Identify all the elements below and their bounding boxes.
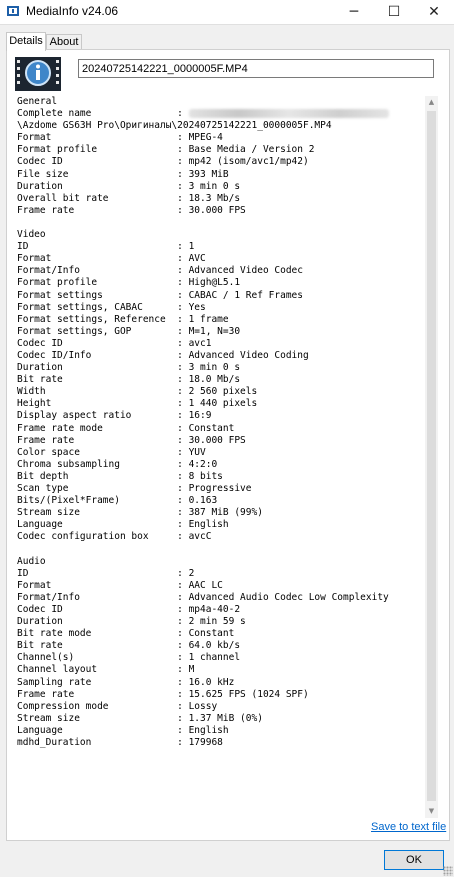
save-to-text-file-link[interactable]: Save to text file [371,821,447,833]
report-row: Format settings, Reference : 1 frame [17,313,229,325]
window-title: MediaInfo v24.06 [26,4,119,18]
report-section-title: Video [17,229,46,241]
report-row: Codec ID/Info : Advanced Video Coding [17,349,309,361]
report-row: Format/Info : Advanced Video Codec [17,265,303,277]
report-row: ID : 2 [17,567,195,579]
details-panel [6,49,450,841]
minimize-button[interactable]: ─ [349,4,359,20]
scroll-thumb[interactable] [427,111,436,801]
report-row: Frame rate : 30.000 FPS [17,204,246,216]
report-row: Format/Info : Advanced Audio Codec Low Complexity [17,591,389,603]
report-row: Bit rate : 18.0 Mb/s [17,374,241,386]
report-row: Format settings, CABAC : Yes [17,301,206,313]
report-row: Format settings, GOP : M=1, N=30 [17,325,241,337]
scroll-up-icon[interactable]: ▲ [428,98,435,106]
report-row: Format profile : Base Media / Version 2 [17,144,315,156]
report-row: Bit rate : 64.0 kb/s [17,640,241,652]
report-row: Frame rate : 30.000 FPS [17,434,246,446]
report-row: Bit depth : 8 bits [17,470,223,482]
report-row: Format settings : CABAC / 1 Ref Frames [17,289,303,301]
info-film-icon [15,57,61,91]
report-row: Stream size : 1.37 MiB (0%) [17,712,263,724]
report-row: Duration : 3 min 0 s [17,362,241,374]
report-row: mdhd_Duration : 179968 [17,736,223,748]
report-section-title: Audio [17,555,46,567]
report-row: Overall bit rate : 18.3 Mb/s [17,192,241,204]
resize-grip-icon[interactable] [443,866,453,876]
report-row: File size : 393 MiB [17,168,229,180]
report-row: Codec ID : avc1 [17,337,212,349]
close-button[interactable]: ✕ [428,4,440,20]
report-row: Language : English [17,724,229,736]
report-row: Stream size : 387 MiB (99%) [17,507,263,519]
report-section-title: General [17,96,58,107]
ok-button[interactable]: OK [384,850,444,870]
report-row: Frame rate : 15.625 FPS (1024 SPF) [17,688,309,700]
report-row: Bit rate mode : Constant [17,628,235,640]
vertical-scrollbar[interactable] [425,96,438,818]
report-row: Duration : 3 min 0 s [17,180,241,192]
report-row: ID : 1 [17,241,195,253]
report-row: Format : MPEG-4 [17,132,223,144]
report-row: Color space : YUV [17,446,206,458]
report-row: Sampling rate : 16.0 kHz [17,676,235,688]
report-row: Codec configuration box : avcC [17,531,212,543]
report-row: \Azdome GS63H Pro\Оригиналы\20240725142221_0000005F.MP4 [17,120,332,132]
redacted-path [189,109,389,118]
report-row: Duration : 2 min 59 s [17,616,246,628]
tab-about[interactable]: About [46,34,82,50]
report-row: Channel layout : M [17,664,195,676]
report-row: Complete name : [17,108,389,119]
file-path-field[interactable]: 20240725142221_0000005F.MP4 [78,59,434,78]
report-row: Bits/(Pixel*Frame) : 0.163 [17,495,218,507]
report-row: Language : English [17,519,229,531]
maximize-button[interactable]: ☐ [387,4,401,20]
report-row: Format : AAC LC [17,579,223,591]
report-row: Display aspect ratio : 16:9 [17,410,212,422]
report-row: Channel(s) : 1 channel [17,652,241,664]
report-row: Codec ID : mp4a-40-2 [17,603,241,615]
report-row: Frame rate mode : Constant [17,422,235,434]
report-row: Scan type : Progressive [17,483,252,494]
scroll-down-icon[interactable]: ▼ [428,807,435,815]
report-row: Height : 1 440 pixels [17,398,258,410]
tab-details[interactable]: Details [6,32,46,51]
report-row: Format profile : High@L5.1 [17,277,241,289]
media-report-text[interactable] [17,96,421,816]
report-row: Codec ID : mp42 (isom/avc1/mp42) [17,156,309,168]
title-bar [0,0,454,25]
report-row: Chroma subsampling : 4:2:0 [17,458,218,470]
report-row: Width : 2 560 pixels [17,386,258,398]
report-row: Format : AVC [17,253,206,265]
report-row: Compression mode : Lossy [17,700,218,712]
app-icon [6,4,20,18]
